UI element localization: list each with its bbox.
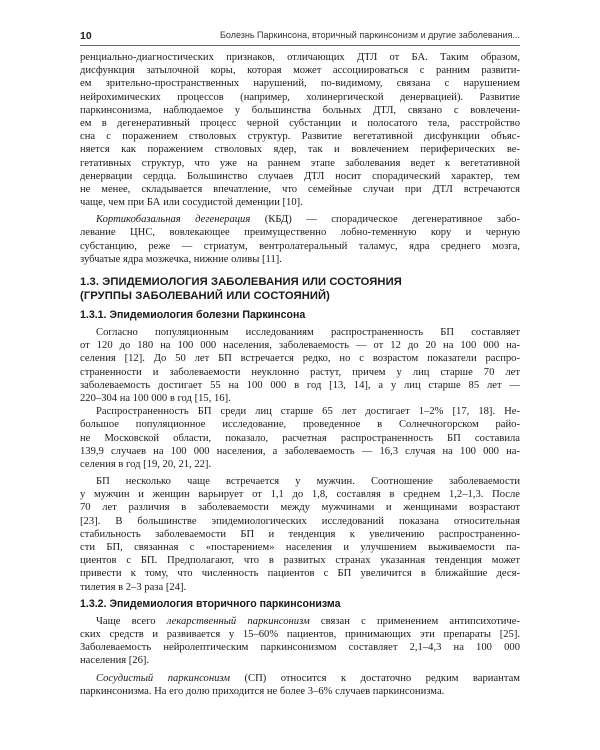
subsection-heading-1-3-1: 1.3.1. Эпидемиология болезни Паркинсона [80, 309, 306, 321]
text-line: сти БП, связанная с «постарением» населения и улучшением выживаемости па- [80, 542, 520, 553]
running-head: Болезнь Паркинсона, вторичный паркинсонизм и другие заболевания... [219, 30, 520, 40]
text-line: левание ЦНС, вовлекающее преимущественно лобно-теменную кору и черную [80, 227, 520, 239]
text-line: паркинсонизма. На его долю приходится не более 3–6% случаев паркинсонизма. [80, 685, 445, 697]
text-line: зубчатые ядра мозжечка, нижние оливы [11]. [80, 253, 282, 265]
text-line: Согласно популяционным исследованиям распространенность БП составляет [96, 327, 520, 338]
paragraph-kbd [80, 213, 520, 266]
text-line: субстанцию, реже — стриатум, вентролатеральный таламус, ядра среднего мозга, [80, 240, 520, 252]
text-line: циентов с БП. Предполагают, что в развитых странах указанная тенденция может [80, 555, 520, 567]
page-number: 10 [80, 30, 92, 42]
text-line: ренциально-диагностических признаков, отличающих ДТЛ от БА. Таким образом, [80, 52, 520, 63]
text-line: нейрохимических процессов (например, холинергической денервацией). Развитие [80, 91, 520, 103]
paragraph-drug-parkinsonism [80, 615, 520, 668]
text-run: (КБД) — спорадическое дегенеративное забо- [250, 214, 520, 226]
text-line [80, 213, 520, 226]
text-line: чаще, чем при БА или сосудистой деменции [10]. [80, 197, 303, 209]
text-line: тилетия в 2–3 раза [24]. [80, 581, 187, 593]
text-line: населения [26]. [80, 655, 150, 667]
text-line: БП несколько чаще встречается у мужчин. Соотношение заболеваемости [96, 476, 520, 488]
text-line: денервации сердца. Большинство случаев ДТЛ носит спорадический характер, тем [80, 170, 520, 182]
text-line [80, 672, 520, 685]
text-line: ем в дегенеративный процесс черной субстанции и полосатого тела, расстройство [80, 117, 520, 129]
text-line: от 120 до 180 на 100 000 населения, заболеваемость — от 12 до 20 на 100 000 на- [80, 340, 520, 352]
text-line: селения в год [19, 20, 21, 22]. [80, 458, 212, 470]
text-line [80, 615, 520, 628]
paragraph-pd-over-65 [80, 405, 520, 471]
text-line: няется как поражением стволовых ядер, так и вовлечением периферических ве- [80, 144, 520, 156]
text-line: [23]. В большинстве эпидемиологических исследований показана относительная [80, 515, 520, 527]
text-line: 139,9 случаев на 100 000 населения, а заболеваемость — 16,3 случая на 100 000 на- [80, 445, 520, 457]
text-line: 70 лет различия в заболеваемости между мужчинами и женщинами возрастают [80, 502, 520, 514]
text-line: селения [12]. До 50 лет БП встречается редко, но с возрастом показатели распро- [80, 353, 520, 365]
term-vascular-parkinsonism: Сосудистый паркинсонизм [96, 672, 231, 684]
text-line: паркинсонизма, наблюдаемое у большинства больных ДТЛ, связано с вовлечени- [80, 104, 520, 116]
text-line: не Московской области, показало, расчетная распространенность БП составила [80, 432, 520, 444]
term-kbd: Кортикобазальная дегенерация [96, 214, 251, 226]
heading-line: 1.3. ЭПИДЕМИОЛОГИЯ ЗАБОЛЕВАНИЯ ИЛИ СОСТОЯНИЯ [80, 276, 402, 288]
page-content [80, 51, 520, 698]
text-line: стабильность заболеваемости БП и тенденция к увеличению распространенно- [80, 528, 520, 540]
text-line: дисфункция затылочной коры, которая может ассоциироваться с ранним развити- [80, 65, 520, 77]
paragraph-pd-sex-ratio [80, 475, 520, 594]
text-line: ских средств и развивается у 15–60% пациентов, принимающих эти препараты [25]. [80, 628, 520, 640]
paragraph-pd-prevalence [80, 326, 520, 405]
text-line: ем зрительно-пространственных нарушений, по-видимому, связана с нарушением [80, 78, 520, 90]
text-line: 220–304 на 100 000 в год [15, 16]. [80, 392, 231, 404]
text-line: у мужчин и женщин варьирует от 1,1 до 1,8, составляя в среднем 1,2–1,3. После [80, 489, 520, 501]
text-line: Распространенность БП среди лиц старше 65 лет достигает 1–2% [17, 18]. Не- [96, 406, 520, 418]
section-heading-1-3 [80, 275, 520, 303]
text-line: Заболеваемость нейролептическим паркинсонизмом составляет 2,1–4,3 на 100 000 [80, 642, 520, 654]
text-run: Чаще всего [96, 615, 167, 627]
text-line: сна с поражением стволовых структур. Развитие вегетативной дисфункции объяс- [80, 131, 520, 143]
text-line: заболеваемость достигает 55 на 100 000 в год [13, 14], а у лиц старше 85 лет — [80, 379, 520, 391]
text-line: гетативных структур, что уже на раннем этапе заболевания ведет к вегетативной [80, 157, 520, 169]
text-run: связан с применением антипсихотиче- [309, 615, 520, 627]
page-header [80, 29, 520, 46]
paragraph-vascular-parkinsonism [80, 672, 520, 698]
text-line: привести к тому, что численность пациентов с БП увеличится в ближайшие деся- [80, 568, 520, 580]
text-run: (СП) относится к достаточно редким вариантам [230, 672, 520, 684]
text-line: страненности и заболеваемости неуклонно растут, причем у лиц старше 70 лет [80, 366, 520, 378]
text-line: большое популяционное исследование, проведенное в Солнечногорском райо- [80, 419, 520, 431]
subsection-heading-1-3-2: 1.3.2. Эпидемиология вторичного паркинсонизма [80, 597, 341, 610]
term-drug-parkinsonism: лекарственный паркинсонизм [166, 615, 310, 627]
heading-line: (ГРУППЫ ЗАБОЛЕВАНИЙ ИЛИ СОСТОЯНИЙ) [80, 290, 330, 302]
text-line: не менее, складывается впечатление, что семейные случаи при ДТЛ встречаются [80, 183, 520, 195]
paragraph-dtl-continuation [80, 51, 520, 209]
